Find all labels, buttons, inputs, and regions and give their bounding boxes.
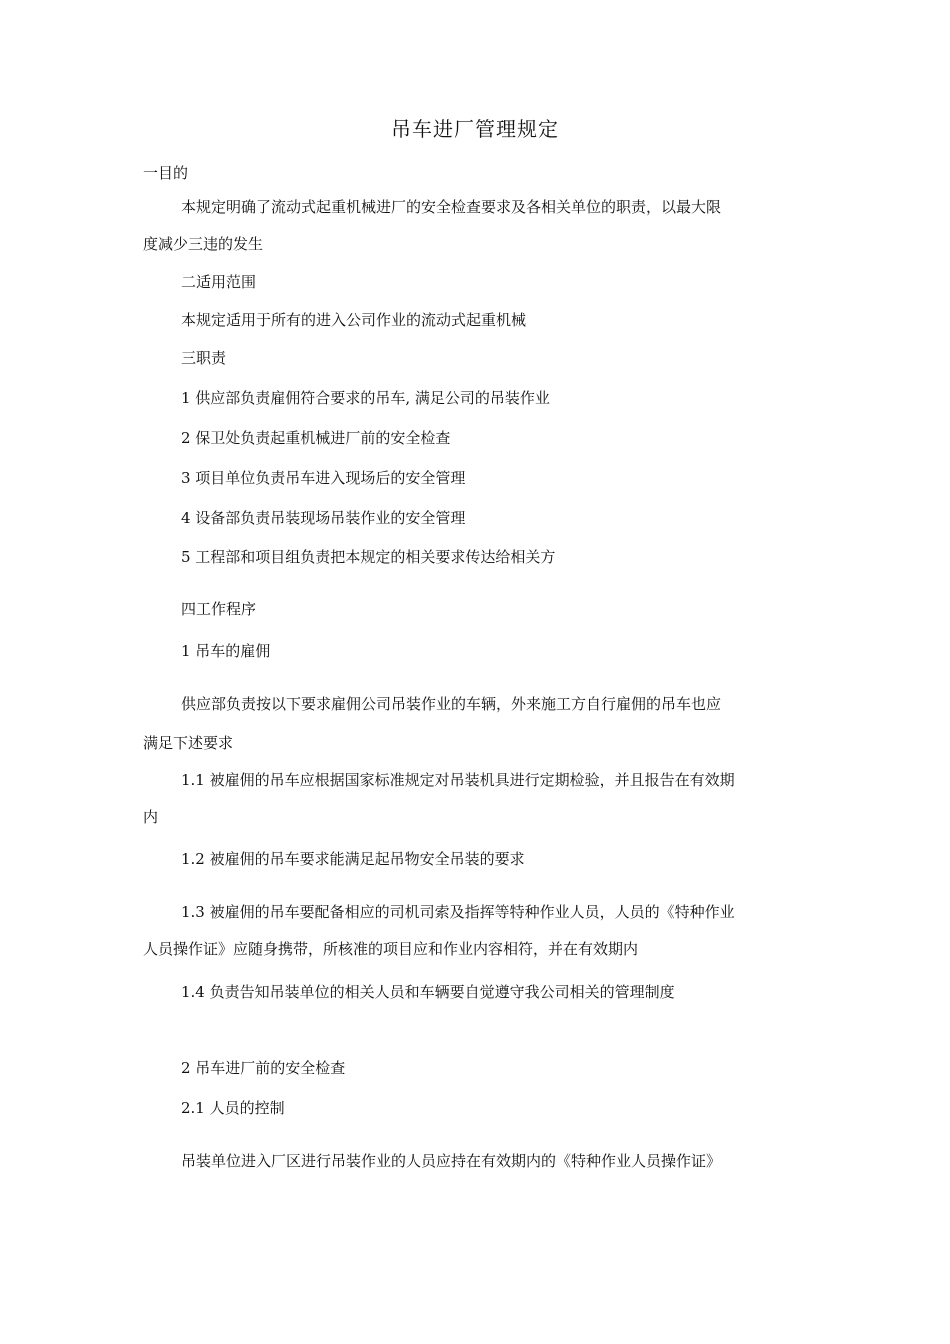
list-item: 5 工程部和项目组负责把本规定的相关要求传达给相关方 — [181, 548, 556, 566]
paragraph-line: 供应部负责按以下要求雇佣公司吊装作业的车辆，外来施工方自行雇佣的吊车也应 — [181, 695, 722, 713]
paragraph-line: 人员操作证》应随身携带，所核准的项目应和作业内容相符，并在有效期内 — [143, 940, 639, 958]
document-title: 吊车进厂管理规定 — [391, 117, 559, 141]
section-heading-purpose: 一目的 — [143, 164, 189, 182]
list-item: 4 设备部负责吊装现场吊装作业的安全管理 — [181, 509, 466, 527]
paragraph-line: 1.3 被雇佣的吊车要配备相应的司机司索及指挥等特种作业人员，人员的《特种作业 — [181, 903, 735, 921]
paragraph-line: 1.1 被雇佣的吊车应根据国家标准规定对吊装机具进行定期检验，并且报告在有效期 — [181, 771, 735, 789]
paragraph-line: 1.4 负责告知吊装单位的相关人员和车辆要自觉遵守我公司相关的管理制度 — [181, 983, 675, 1001]
section-heading-procedure: 四工作程序 — [181, 600, 257, 618]
subsection-heading: 2.1 人员的控制 — [181, 1099, 285, 1117]
paragraph-line: 内 — [143, 808, 159, 826]
subsection-heading: 1 吊车的雇佣 — [181, 642, 271, 660]
subsection-heading: 2 吊车进厂前的安全检查 — [181, 1059, 346, 1077]
paragraph-line: 吊装单位进入厂区进行吊装作业的人员应持在有效期内的《特种作业人员操作证》 — [181, 1152, 722, 1170]
paragraph-line: 度减少三违的发生 — [143, 235, 264, 253]
paragraph-line: 本规定适用于所有的进入公司作业的流动式起重机械 — [181, 311, 527, 329]
paragraph-line: 满足下述要求 — [143, 734, 234, 752]
list-item: 2 保卫处负责起重机械进厂前的安全检查 — [181, 429, 451, 447]
section-heading-duties: 三职责 — [181, 349, 227, 367]
list-item: 3 项目单位负责吊车进入现场后的安全管理 — [181, 469, 466, 487]
list-item: 1 供应部负责雇佣符合要求的吊车, 满足公司的吊装作业 — [181, 389, 550, 407]
paragraph-line: 本规定明确了流动式起重机械进厂的安全检查要求及各相关单位的职责，以最大限 — [181, 198, 722, 216]
paragraph-line: 1.2 被雇佣的吊车要求能满足起吊物安全吊装的要求 — [181, 850, 525, 868]
section-heading-scope: 二适用范围 — [181, 273, 257, 291]
